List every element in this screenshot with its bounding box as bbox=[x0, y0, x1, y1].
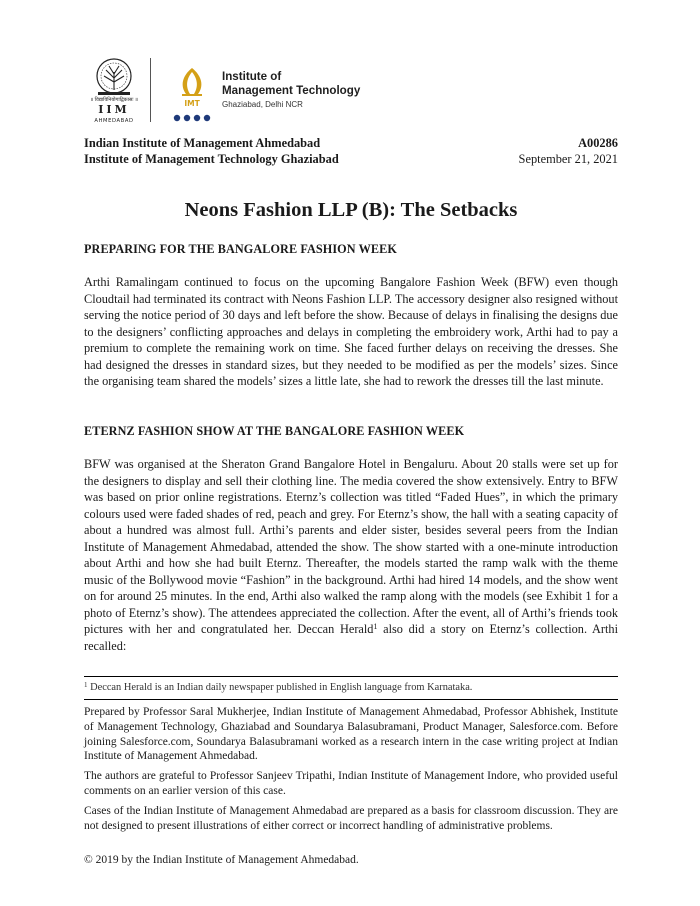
footnote-divider bbox=[84, 676, 618, 677]
imt-location: Ghaziabad, Delhi NCR bbox=[222, 100, 303, 109]
body-text-continued: also did a story on Eternz’s collection. Arthi recalled: bbox=[84, 622, 618, 653]
footnote-reference[interactable]: 1 bbox=[373, 622, 378, 631]
svg-text:॥ विद्याविनियोगाद्विकासः ॥: ॥ विद्याविनियोगाद्विकासः ॥ bbox=[90, 97, 138, 103]
footnote-mark: 1 bbox=[84, 681, 88, 689]
imt-name-line2: Management Technology bbox=[222, 84, 361, 97]
section-heading-preparing: PREPARING FOR THE BANGALORE FASHION WEEK bbox=[84, 242, 397, 256]
case-number: A00286 bbox=[578, 136, 618, 150]
footnote bbox=[84, 682, 618, 693]
iima-logo bbox=[84, 56, 144, 124]
copyright-note: © 2019 by the Indian Institute of Management Ahmedabad. bbox=[84, 854, 359, 866]
svg-text:IMT: IMT bbox=[184, 99, 200, 108]
case-title: Neons Fashion LLP (B): The Setbacks bbox=[184, 199, 518, 221]
acknowledgement-note: The authors are grateful to Professor Sanjeev Tripathi, Indian Institute of Management Indore, who provided useful comments on an earlier version of this case. bbox=[84, 770, 618, 797]
section-body-preparing: Arthi Ramalingam continued to focus on the upcoming Bangalore Fashion Week (BFW) even though Cloudtail had terminated its contract with Neons Fashion LLP. The accessory designer also resigned without serving the notice period of 30 days and left before the show. Because of delays in finalising the designs due to the designers’ conflicting approaches and delays in completing the embroidery work, Arthi had to pay a premium to complete the remaining work on time. She faced further delays on receiving the dresses. She had designed the dresses in standard sizes, but they needed to be modified as per the models’ sizes. Since the organising team shared the models’ sizes a little late, she had to rework the dresses till the last minute. bbox=[84, 275, 618, 388]
logo-divider bbox=[150, 58, 151, 122]
footnote-text: Deccan Herald is an Indian daily newspaper published in English language from Karnataka. bbox=[87, 682, 473, 693]
imt-name-block bbox=[222, 70, 360, 111]
section-heading-eternz-show: ETERNZ FASHION SHOW AT THE BANGALORE FASHION WEEK bbox=[84, 424, 465, 438]
svg-text:AHMEDABAD: AHMEDABAD bbox=[94, 118, 134, 124]
section-body-eternz-show bbox=[84, 456, 618, 654]
org-iima: Indian Institute of Management Ahmedabad bbox=[84, 136, 321, 150]
imt-logo bbox=[170, 64, 214, 124]
notes-divider bbox=[84, 699, 618, 700]
prepared-by-note: Prepared by Professor Saral Mukherjee, Indian Institute of Management Ahmedabad, Professor Abhishek, Institute of Management Technology, Ghaziabad and Soundarya Balasubramani, Product Manager, Salesforce.com. Before joining Salesforce.com, Soundarya Balasubramani worked as a research intern in the case writing project at Indian Institute of Management Ahmedabad. bbox=[84, 706, 618, 763]
body-text: BFW was organised at the Sheraton Grand Bangalore Hotel in Bengaluru. About 20 stalls were set up for the designers to display and sell their clothing line. The media covered the show extensively. Entry to BFW was based on prior online registrations. Eternz’s collection was titled “Faded Hues”, in which the primary colours used were faded shades of red, peach and grey. For Eternz’s show, the hall with a seating capacity of about a hundred was almost full. Arthi’s parents and elder sister, besides several peers from the Indian Institute of Management Ahmedabad, attended the show. The show started with a one-minute introduction about Arthi and how she had built Eternz. Thereafter, the models started the ramp walk with the theme music of the Bollywood movie “Fashion” in the background. Arthi had hired 14 models, and the show went on for around 25 minutes. In the end, Arthi also walked the ramp along with the models (see Exhibit 1 for a photo of Eternz’s show). The attendees appreciated the collection. After the event, all of Arthi’s friends took pictures with her and congratulated her. Deccan Herald bbox=[84, 457, 618, 636]
org-imt: Institute of Management Technology Ghaziabad bbox=[84, 152, 339, 166]
imt-name-line1: Institute of bbox=[222, 70, 282, 83]
disclaimer-note: Cases of the Indian Institute of Management Ahmedabad are prepared as a basis for classroom discussion. They are not designed to present illustrations of either correct or incorrect handling of administrative problems. bbox=[84, 805, 618, 832]
svg-text:IIM: IIM bbox=[98, 103, 130, 116]
header-logos bbox=[84, 56, 384, 124]
case-date: September 21, 2021 bbox=[518, 152, 618, 166]
case-header bbox=[84, 135, 618, 167]
